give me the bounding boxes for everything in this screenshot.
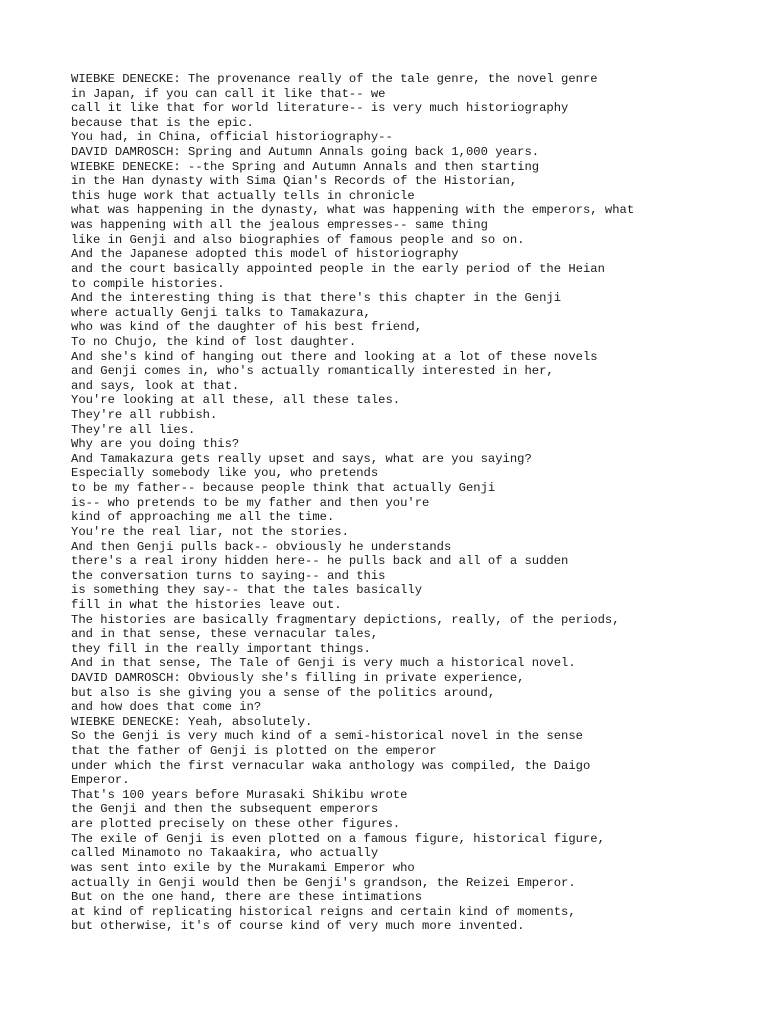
- transcript-line: The exile of Genji is even plotted on a famous figure, historical figure,: [71, 831, 605, 846]
- transcript-line: who was kind of the daughter of his best friend,: [71, 320, 423, 335]
- transcript-line: but also is she giving you a sense of the politics around,: [71, 685, 496, 700]
- transcript-line: is-- who pretends to be my father and then you're: [71, 495, 430, 510]
- transcript-line: because that is the epic.: [71, 115, 254, 130]
- transcript-line: there's a real irony hidden here-- he pulls back and all of a sudden: [71, 554, 569, 569]
- transcript-line: kind of approaching me all the time.: [71, 510, 335, 525]
- transcript-line: And in that sense, The Tale of Genji is very much a historical novel.: [71, 656, 576, 671]
- transcript-line: is something they say-- that the tales basically: [71, 583, 423, 598]
- transcript-line: are plotted precisely on these other figures.: [71, 817, 401, 832]
- transcript-line: DAVID DAMROSCH: Spring and Autumn Annals going back 1,000 years.: [71, 145, 540, 160]
- transcript-line: at kind of replicating historical reigns and certain kind of moments,: [71, 904, 576, 919]
- transcript-line: WIEBKE DENECKE: --the Spring and Autumn Annals and then starting: [71, 159, 540, 174]
- transcript-line: That's 100 years before Murasaki Shikibu wrote: [71, 787, 408, 802]
- transcript-line: call it like that for world literature-- is very much historiography: [71, 101, 569, 116]
- transcript-line: this huge work that actually tells in chronicle: [71, 188, 415, 203]
- transcript-line: and how does that come in?: [71, 700, 262, 715]
- transcript-line: And the interesting thing is that there's this chapter in the Genji: [71, 291, 562, 306]
- transcript-line: was happening with all the jealous empresses-- same thing: [71, 218, 488, 233]
- transcript-line: WIEBKE DENECKE: Yeah, absolutely.: [71, 714, 313, 729]
- transcript-line: and Genji comes in, who's actually romantically interested in her,: [71, 364, 554, 379]
- transcript-line: the conversation turns to saying-- and this: [71, 568, 386, 583]
- transcript-line: DAVID DAMROSCH: Obviously she's filling in private experience,: [71, 670, 525, 685]
- transcript-line: under which the first vernacular waka anthology was compiled, the Daigo: [71, 758, 591, 773]
- transcript-line: in Japan, if you can call it like that-- we: [71, 86, 386, 101]
- transcript-line: Especially somebody like you, who pretends: [71, 466, 379, 481]
- transcript-line: And the Japanese adopted this model of historiography: [71, 247, 459, 262]
- transcript-line: And she's kind of hanging out there and looking at a lot of these novels: [71, 349, 598, 364]
- transcript-line: To no Chujo, the kind of lost daughter.: [71, 334, 357, 349]
- transcript-line: and says, look at that.: [71, 378, 240, 393]
- transcript-line: But on the one hand, there are these intimations: [71, 890, 423, 905]
- transcript-line: And then Genji pulls back-- obviously he understands: [71, 539, 452, 554]
- transcript-line: the Genji and then the subsequent emperors: [71, 802, 379, 817]
- transcript-line: called Minamoto no Takaakira, who actually: [71, 846, 379, 861]
- transcript-line: where actually Genji talks to Tamakazura,: [71, 305, 371, 320]
- transcript-line: what was happening in the dynasty, what was happening with the emperors, what: [71, 203, 635, 218]
- transcript-line: to compile histories.: [71, 276, 225, 291]
- transcript-line: in the Han dynasty with Sima Qian's Records of the Historian,: [71, 174, 518, 189]
- transcript-line: They're all rubbish.: [71, 408, 218, 423]
- transcript-line: You're looking at all these, all these tales.: [71, 393, 401, 408]
- transcript-line: and the court basically appointed people in the early period of the Heian: [71, 261, 605, 276]
- transcript-line: and in that sense, these vernacular tales,: [71, 627, 379, 642]
- transcript-line: The histories are basically fragmentary depictions, really, of the periods,: [71, 612, 620, 627]
- transcript-line: You had, in China, official historiography--: [71, 130, 393, 145]
- transcript-line: that the father of Genji is plotted on the emperor: [71, 744, 437, 759]
- transcript-line: actually in Genji would then be Genji's grandson, the Reizei Emperor.: [71, 875, 576, 890]
- transcript-line: fill in what the histories leave out.: [71, 597, 342, 612]
- transcript-line: And Tamakazura gets really upset and says, what are you saying?: [71, 451, 532, 466]
- transcript-line: They're all lies.: [71, 422, 196, 437]
- transcript-line: So the Genji is very much kind of a semi-historical novel in the sense: [71, 729, 583, 744]
- transcript-line: Emperor.: [71, 773, 130, 788]
- transcript-line: You're the real liar, not the stories.: [71, 524, 349, 539]
- transcript-line: like in Genji and also biographies of famous people and so on.: [71, 232, 525, 247]
- transcript-line: Why are you doing this?: [71, 437, 240, 452]
- transcript-line: was sent into exile by the Murakami Emperor who: [71, 860, 415, 875]
- transcript-line: they fill in the really important things.: [71, 641, 371, 656]
- transcript-line: to be my father-- because people think that actually Genji: [71, 481, 496, 496]
- transcript-line: but otherwise, it's of course kind of very much more invented.: [71, 919, 525, 934]
- transcript-line: WIEBKE DENECKE: The provenance really of the tale genre, the novel genre: [71, 72, 598, 86]
- transcript-page: [71, 72, 751, 934]
